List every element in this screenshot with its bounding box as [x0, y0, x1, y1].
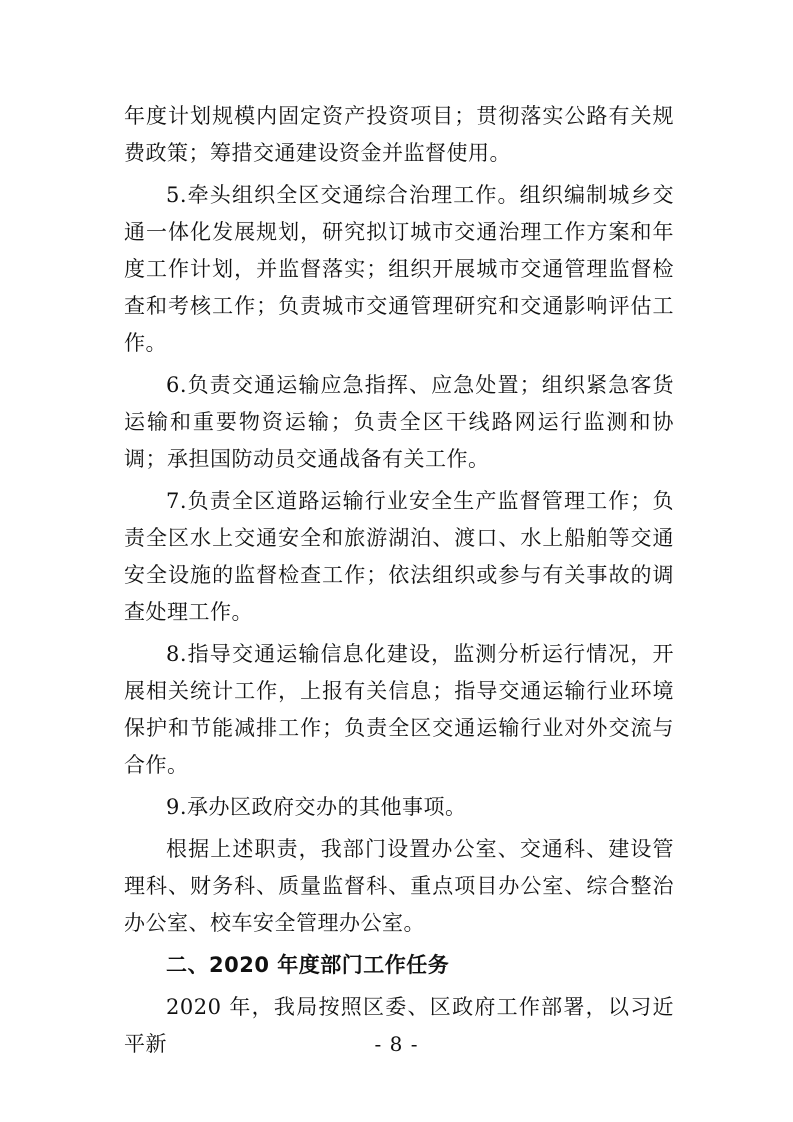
paragraph-continuation: 年度计划规模内固定资产投资项目；贯彻落实公路有关规费政策；筹措交通建设资金并监督使用。 [124, 104, 674, 165]
paragraph-item-7: 7.负责全区道路运输行业安全生产监督管理工作；负责全区水上交通安全和旅游湖泊、渡口、水上船舶等交通安全设施的监督检查工作；依法组织或参与有关事故的调查处理工作。 [124, 489, 674, 624]
paragraph-departments: 根据上述职责，我部门设置办公室、交通科、建设管理科、财务科、质量监督科、重点项目办公室、综合整治办公室、校车安全管理办公室。 [124, 837, 674, 935]
paragraph-item-9: 9.承办区政府交办的其他事项。 [166, 795, 467, 819]
section-heading: 二、2020 年度部门工作任务 [166, 953, 450, 977]
page-number: - 8 - [374, 1032, 419, 1056]
paragraph-item-8: 8.指导交通运输信息化建设，监测分析运行情况，开展相关统计工作，上报有关信息；指导交通运输行业环境保护和节能减排工作；负责全区交通运输行业对外交流与合作。 [124, 642, 674, 777]
paragraph-item-5: 5.牵头组织全区交通综合治理工作。组织编制城乡交通一体化发展规划，研究拟订城市交通治理工作方案和年度工作计划，并监督落实；组织开展城市交通管理监督检查和考核工作；负责城市交通管理研究和交通影响评估工作。 [124, 183, 674, 355]
body-text [124, 98, 674, 1068]
paragraph-item-6: 6.负责交通运输应急指挥、应急处置；组织紧急客货运输和重要物资运输；负责全区干线路网运行监测和协调；承担国防动员交通战备有关工作。 [124, 373, 674, 471]
paragraph-2020-intro: 2020 年，我局按照区委、区政府工作部署，以习近平新 [124, 995, 674, 1056]
